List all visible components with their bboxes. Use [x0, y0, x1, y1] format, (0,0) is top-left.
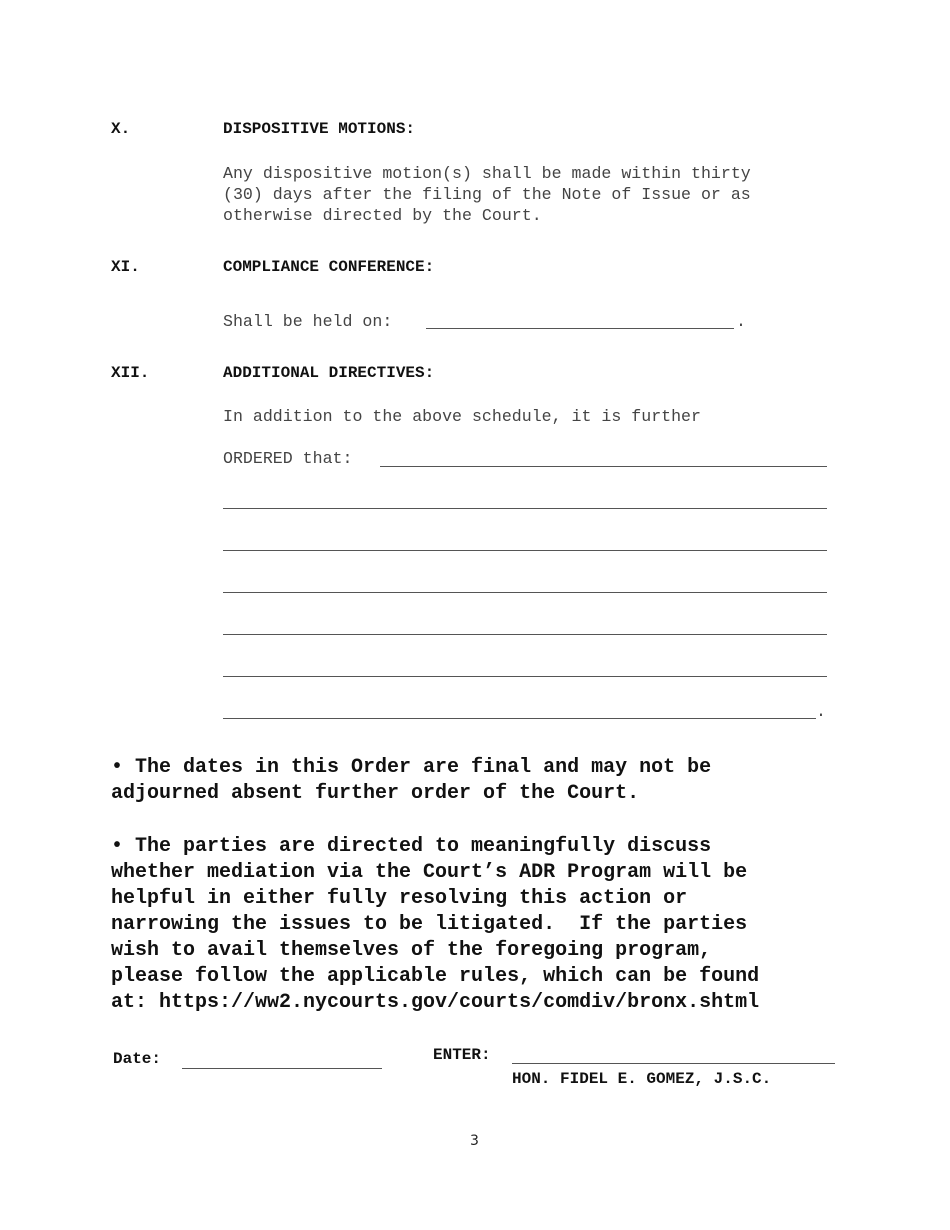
compliance-field-end: .	[736, 312, 746, 331]
dispositive-line-1: Any dispositive motion(s) shall be made within thirty	[223, 164, 751, 183]
notice-adr-line-1: • The parties are directed to meaningfully discuss	[111, 835, 712, 858]
ordered-blank-line-2[interactable]	[223, 508, 827, 509]
notice-adr-line-2: whether mediation via the Court’s ADR Program will be	[111, 861, 748, 884]
ordered-blank-line-1[interactable]	[380, 466, 827, 467]
dispositive-line-2: (30) days after the filing of the Note of Issue or as	[223, 185, 751, 204]
judge-name: HON. FIDEL E. GOMEZ, J.S.C.	[512, 1070, 772, 1088]
section-number-x: X.	[111, 120, 131, 138]
date-label: Date:	[113, 1050, 162, 1068]
ordered-label: ORDERED that:	[223, 449, 353, 468]
date-blank[interactable]	[182, 1068, 382, 1069]
section-number-xi: XI.	[111, 258, 140, 276]
ordered-blank-line-3[interactable]	[223, 550, 827, 551]
notice-adr-url-line: at: https://ww2.nycourts.gov/courts/comdiv/bronx.shtml	[111, 991, 760, 1014]
notice-adr-line-3: helpful in either fully resolving this action or	[111, 887, 688, 910]
page-number: 3	[470, 1133, 479, 1149]
ordered-blank-line-5[interactable]	[223, 634, 827, 635]
ordered-blank-line-6[interactable]	[223, 676, 827, 677]
notice-dates-line-2: adjourned absent further order of the Court.	[111, 782, 640, 805]
ordered-blank-line-4[interactable]	[223, 592, 827, 593]
enter-label: ENTER:	[433, 1046, 491, 1064]
compliance-field-label: Shall be held on:	[223, 312, 393, 331]
directives-intro: In addition to the above schedule, it is further	[223, 407, 701, 426]
section-number-xii: XII.	[111, 364, 150, 382]
section-title-compliance-conference: COMPLIANCE CONFERENCE:	[223, 258, 435, 276]
notice-dates-line-1: • The dates in this Order are final and may not be	[111, 756, 712, 779]
ordered-last-end: .	[816, 702, 826, 721]
judge-signature-line[interactable]	[512, 1063, 835, 1064]
dispositive-line-3: otherwise directed by the Court.	[223, 206, 542, 225]
section-title-dispositive-motions: DISPOSITIVE MOTIONS:	[223, 120, 416, 138]
compliance-date-blank[interactable]	[426, 328, 734, 329]
section-title-additional-directives: ADDITIONAL DIRECTIVES:	[223, 364, 435, 382]
notice-adr-line-6: please follow the applicable rules, which can be found	[111, 965, 760, 988]
ordered-blank-line-7[interactable]	[223, 718, 816, 719]
notice-adr-line-5: wish to avail themselves of the foregoing program,	[111, 939, 712, 962]
notice-adr-line-4: narrowing the issues to be litigated. If the parties	[111, 913, 748, 936]
